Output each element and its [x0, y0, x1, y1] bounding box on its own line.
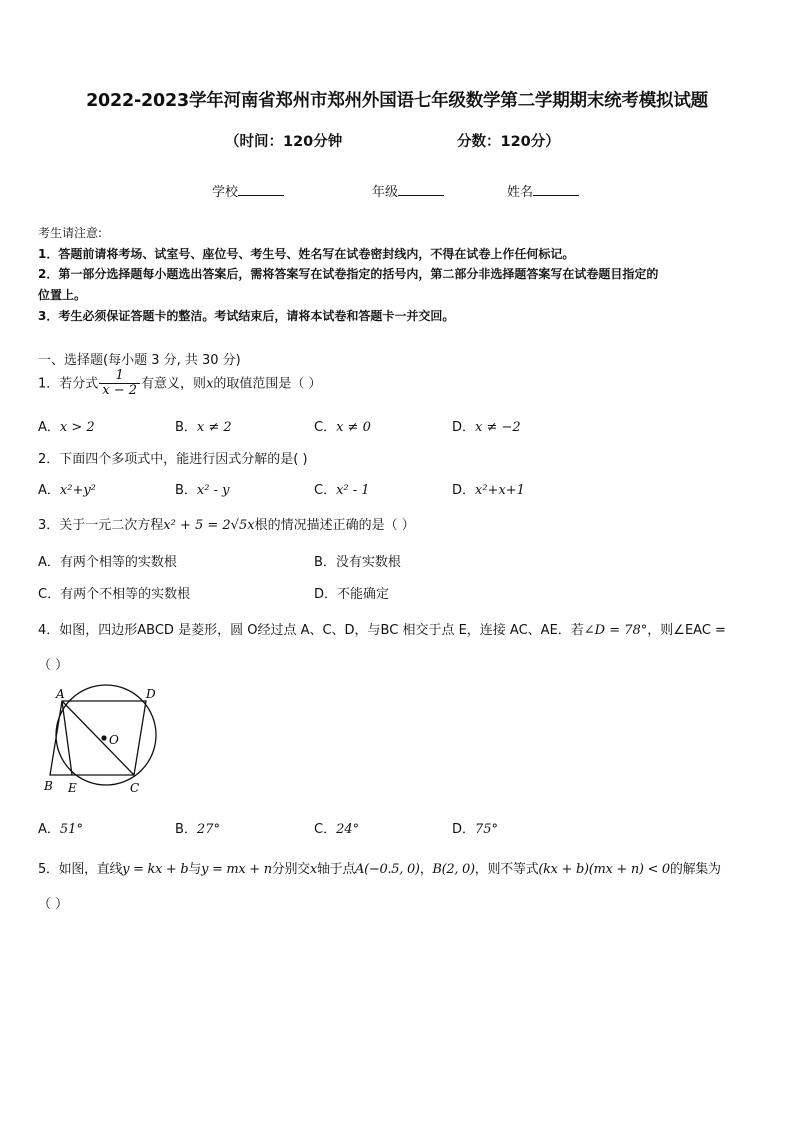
center-point-o	[101, 735, 106, 740]
label-o: O	[109, 733, 119, 747]
q1-mid: 有意义，则	[141, 376, 207, 392]
q1-var: x	[206, 376, 214, 392]
option-letter: C．	[314, 822, 337, 837]
option-value: x ≠ 2	[196, 420, 232, 435]
q3-option-a[interactable]	[38, 551, 177, 570]
q5-inequality: (kx + b)(mx + n) < 0	[538, 862, 670, 877]
option-letter: D．	[314, 587, 338, 602]
q5-point-a: A(−0.5, 0)	[355, 862, 420, 877]
option-letter: B．	[175, 420, 197, 435]
q1-post: 的取值范围是（ ）	[213, 376, 322, 392]
segment-ae	[62, 701, 72, 775]
grade-blank[interactable]	[398, 183, 444, 196]
notice-heading: 考生请注意:	[38, 226, 103, 240]
label-c: C	[130, 781, 140, 795]
notice-item: 1．答题前请将考场、试室号、座位号、考生号、姓名写在试卷密封线内，不得在试卷上作任何标记。	[38, 247, 575, 261]
option-value: x > 2	[59, 420, 95, 435]
question-4	[38, 619, 726, 638]
option-letter: D．	[452, 483, 476, 498]
option-letter: D．	[452, 822, 476, 837]
q5-paren: （ ）	[38, 897, 69, 912]
option-value: x²+x+1	[475, 483, 525, 498]
q5-x: x	[309, 862, 317, 877]
school-field[interactable]	[212, 181, 284, 200]
grade-label: 年级	[372, 185, 399, 200]
q4-option-d[interactable]	[452, 818, 498, 837]
notice-item: 2．第一部分选择题每小题选出答案后，需将答案写在试卷指定的括号内，第二部分非选择题答案写在试卷题目指定的	[38, 267, 659, 281]
option-letter: A．	[38, 555, 60, 570]
q1-numerator: 1	[99, 369, 140, 384]
name-label: 姓名	[507, 185, 534, 200]
q1-option-c[interactable]	[314, 416, 371, 435]
q5-end: 的解集为	[669, 862, 721, 877]
q4-ask: ，则∠EAC =	[647, 623, 726, 638]
option-value: 有两个相等的实数根	[59, 555, 177, 570]
option-value: 有两个不相等的实数根	[60, 587, 191, 602]
question-5	[38, 858, 721, 877]
q5-then: ，则不等式	[474, 862, 539, 877]
q5-sep: ，	[419, 862, 433, 877]
option-letter: B．	[175, 822, 197, 837]
q5-line1: y = kx + b	[122, 862, 189, 877]
school-blank[interactable]	[238, 183, 284, 196]
option-letter: B．	[175, 483, 197, 498]
q4-option-a[interactable]	[38, 818, 83, 837]
name-blank[interactable]	[533, 183, 579, 196]
option-value: x²+y²	[59, 483, 96, 498]
q5-pre: 5．如图，直线	[38, 862, 123, 877]
exam-score: 分数：120分）	[457, 134, 560, 150]
q2-option-a[interactable]	[38, 479, 96, 498]
q3-option-b[interactable]	[314, 551, 401, 570]
option-value: 24°	[336, 822, 360, 837]
school-label: 学校	[212, 185, 239, 200]
question-2: 2．下面四个多项式中，能进行因式分解的是( )	[38, 452, 308, 467]
notice-item: 3．考生必须保证答题卡的整洁。考试结束后，请将本试卷和答题卡一并交回。	[38, 309, 455, 323]
q5-point-b: B(2, 0)	[432, 862, 475, 877]
option-value: x² - 1	[336, 483, 370, 498]
option-letter: C．	[314, 420, 337, 435]
exam-time: （时间：120分钟	[225, 134, 343, 150]
segment-ac	[62, 701, 134, 775]
q1-pre: 1．若分式	[38, 376, 99, 392]
name-field[interactable]	[507, 181, 579, 200]
q1-denominator: x − 2	[102, 383, 138, 399]
q5-axis: 轴于点	[316, 862, 356, 877]
q1-fraction	[99, 369, 140, 399]
q2-option-b[interactable]	[175, 479, 229, 498]
q4-stem: 4．如图，四边形ABCD 是菱形，圆 O经过点 A、C、D，与BC 相交于点 E，连接 AC、AE．若	[38, 623, 584, 638]
q4-option-b[interactable]	[175, 818, 220, 837]
question-3	[38, 514, 415, 533]
label-d: D	[146, 687, 156, 701]
q3-post: 根的情况描述正确的是（ ）	[254, 518, 415, 533]
q4-paren: （ ）	[38, 658, 69, 673]
q2-option-c[interactable]	[314, 479, 370, 498]
q4-condition: ∠D = 78°	[583, 623, 648, 638]
option-letter: A．	[38, 822, 60, 837]
option-letter: A．	[38, 483, 60, 498]
q1-option-a[interactable]	[38, 416, 95, 435]
q5-with: 与	[188, 862, 202, 877]
q1-option-b[interactable]	[175, 416, 232, 435]
option-value: 75°	[475, 822, 499, 837]
label-b: B	[44, 779, 53, 793]
label-e: E	[68, 781, 77, 795]
option-letter: C．	[38, 587, 61, 602]
q2-option-d[interactable]	[452, 479, 525, 498]
option-value: 不能确定	[337, 587, 390, 602]
q1-option-d[interactable]	[452, 416, 521, 435]
q3-option-d[interactable]	[314, 583, 389, 602]
q5-line2: y = mx + n	[201, 862, 272, 877]
q3-option-c[interactable]	[38, 583, 190, 602]
grade-field[interactable]	[372, 181, 444, 200]
label-a: A	[56, 687, 65, 701]
section-heading: 一、选择题(每小题 3 分, 共 30 分)	[38, 353, 241, 368]
option-letter: B．	[314, 555, 336, 570]
option-value: 51°	[59, 822, 83, 837]
page-title: 2022-2023学年河南省郑州市郑州外国语七年级数学第二学期期末统考模拟试题	[86, 91, 708, 111]
notice-item: 位置上。	[38, 288, 87, 302]
q3-pre: 3．关于一元二次方程	[38, 518, 164, 533]
option-letter: A．	[38, 420, 60, 435]
question-1	[38, 369, 322, 399]
option-value: x ≠ 0	[336, 420, 371, 435]
option-value: x ≠ −2	[475, 420, 521, 435]
option-value: x² - y	[196, 483, 230, 498]
q4-figure	[38, 684, 168, 798]
option-value: 27°	[196, 822, 220, 837]
q4-option-c[interactable]	[314, 818, 359, 837]
option-letter: C．	[314, 483, 337, 498]
q5-mid: 分别交	[271, 862, 310, 877]
q3-equation: x² + 5 = 2√5x	[163, 518, 255, 533]
option-letter: D．	[452, 420, 476, 435]
option-value: 没有实数根	[335, 555, 401, 570]
